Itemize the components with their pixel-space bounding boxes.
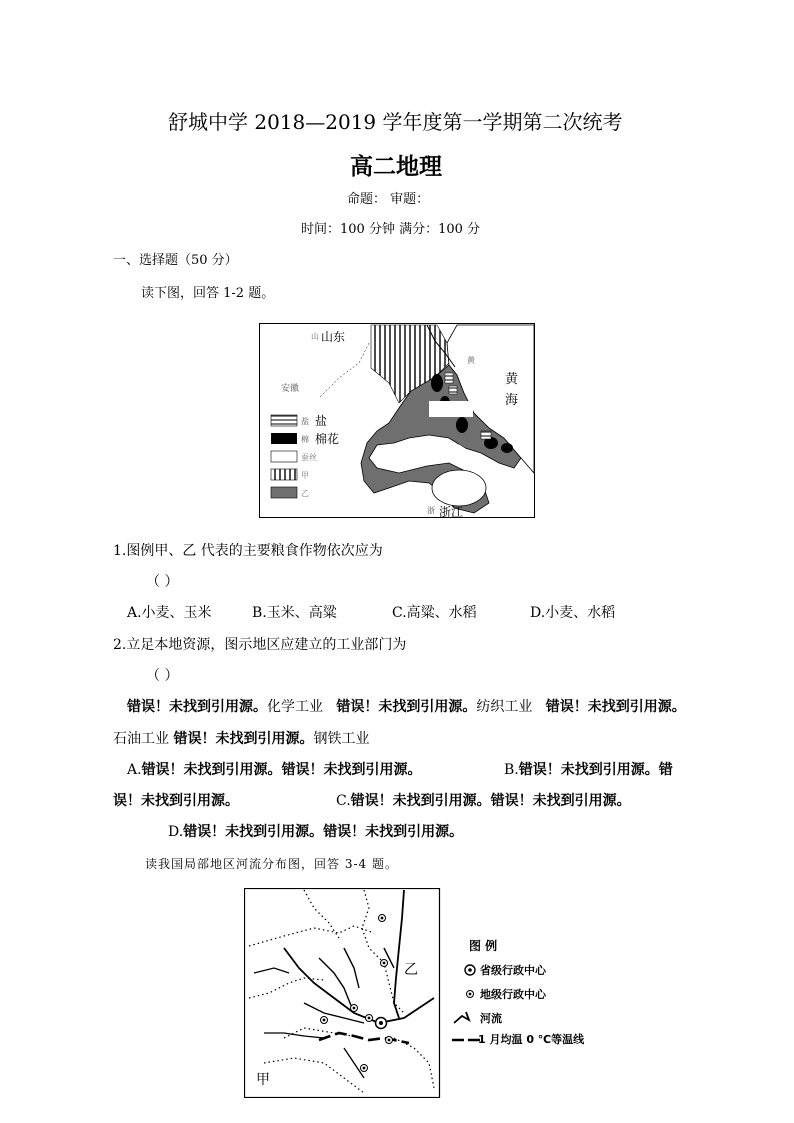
river-distribution-map [244, 888, 594, 1098]
q2-option-c [336, 790, 631, 810]
exam-title: 舒城中学 2018—2019 学年度第一学期第二次统考 [168, 110, 623, 134]
q2-option-b-cont [113, 790, 239, 810]
error-text: 错误！未找到引用源。 [518, 762, 659, 778]
q1-stem: 1.图例甲、乙 代表的主要粮食作物依次应为 [113, 543, 383, 559]
error-text: 错误！未找到引用源。 [545, 699, 686, 715]
label-shan-prefix: 山 [311, 332, 319, 341]
q1-option-a: A.小麦、玉米 [127, 605, 212, 621]
label-huang-small: 黄 [467, 356, 475, 365]
legend-prefecture-center: 地级行政中心 [480, 988, 546, 1001]
q2-b-prefix: B. [504, 762, 519, 778]
legend-cotton-prefix: 棉 [301, 435, 309, 444]
error-text: 错误！未找到引用源。 [350, 793, 491, 809]
error-text: 错 [658, 762, 673, 778]
q2-option-b [504, 759, 673, 779]
error-text: 错误！未找到引用源。 [173, 731, 314, 747]
q1-option-d: D.小麦、水稻 [530, 605, 616, 621]
label-jia: 甲 [256, 1072, 270, 1088]
q1-option-c: C.高粱、水稻 [392, 605, 477, 621]
error-text: 错误！未找到引用源。 [336, 699, 477, 715]
q2-stem: 2.立足本地资源，图示地区应建立的工业部门为 [113, 637, 407, 653]
error-text: 错误！未找到引用源。 [127, 699, 267, 715]
section-heading: 一、选择题（50 分） [113, 253, 238, 268]
legend-provincial-center: 省级行政中心 [480, 964, 546, 977]
legend-salt-label: 盐 [315, 414, 328, 428]
legend-yi-label: 乙 [301, 489, 309, 498]
error-text: 错误！未找到引用源。 [183, 824, 324, 840]
label-huanghai-1: 黄 [505, 372, 519, 387]
q2-choice-line-2 [113, 728, 369, 748]
q2-choice-steel: 钢铁工业 [313, 731, 370, 747]
legend-title: 图 例 [469, 939, 498, 953]
authors-line: 命题： 审题： [347, 192, 430, 207]
q1-blank: （ ） [146, 574, 179, 590]
legend-cotton-label: 棉花 [315, 432, 340, 446]
q2-option-a [127, 759, 422, 779]
q2-choice-textile: 纺织工业 [476, 699, 533, 715]
label-anhui: 安徽 [281, 384, 300, 394]
error-text: 错误！未找到引用源。 [490, 793, 631, 809]
q2-c-prefix: C. [336, 793, 351, 809]
q2-choice-line-1 [127, 696, 686, 716]
error-text: 误！未找到引用源。 [113, 793, 239, 809]
label-yi: 乙 [404, 962, 418, 978]
q2-a-prefix: A. [127, 762, 142, 778]
question-intro-3-4: 读我国局部地区河流分布图，回答 3-4 题。 [145, 857, 398, 871]
legend-isotherm: 1 月均温 0 ℃等温线 [478, 1033, 585, 1046]
q2-choice-oil: 石油工业 [113, 731, 169, 747]
legend-river: 河流 [480, 1012, 502, 1025]
q2-blank: （ ） [146, 668, 179, 684]
label-shandong: 山东 [321, 330, 346, 344]
error-text: 错误！未找到引用源。 [141, 762, 282, 778]
q1-option-b: B.玉米、高粱 [252, 605, 337, 621]
subject-title: 高二地理 [350, 153, 442, 180]
question-intro: 读下图，回答 1-2 题。 [141, 286, 275, 301]
exam-info: 时间：100 分钟 满分：100 分 [301, 222, 481, 237]
crop-distribution-map [259, 323, 535, 518]
legend-silk-label: 蚕丝 [301, 453, 317, 462]
error-text: 错误！未找到引用源。 [323, 824, 464, 840]
q2-option-d [168, 821, 463, 841]
q2-d-prefix: D. [168, 824, 184, 840]
legend-jia-label: 甲 [301, 471, 309, 480]
error-text: 错误！未找到引用源。 [281, 762, 422, 778]
label-huanghai-2: 海 [505, 393, 519, 408]
label-zhe-prefix: 浙 [427, 506, 435, 515]
q2-choice-chem: 化学工业 [267, 699, 323, 715]
legend-salt-prefix: 盐 [301, 417, 309, 426]
label-zhejiang: 浙江 [439, 505, 464, 518]
